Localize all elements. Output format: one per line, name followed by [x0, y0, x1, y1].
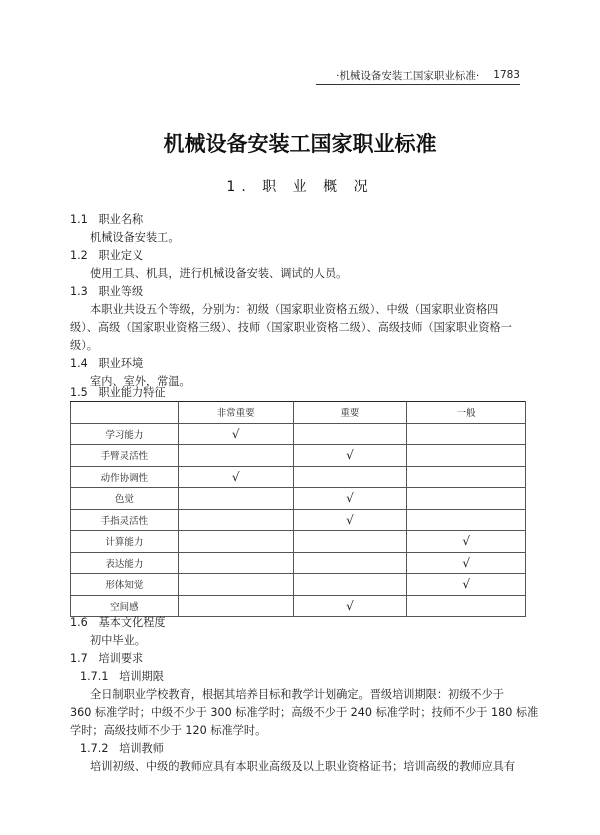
check-mark: √ [178, 423, 293, 445]
subitem-title: 培训教师 [119, 742, 164, 755]
subitem-body: 全日制职业学校教育，根据其培养目标和教学计划确定。晋级培训期限：初级不少于 [90, 688, 504, 701]
subitem-body: 培训初级、中级的教师应具有本职业高级及以上职业资格证书；培训高级的教师应具有 [90, 760, 516, 773]
item-title: 职业等级 [98, 285, 144, 298]
subitem-number: 1.7.1 [80, 670, 109, 683]
table-row [71, 509, 526, 531]
ability-label: 形体知觉 [71, 574, 179, 596]
item-number: 1.6 [70, 616, 88, 629]
item-body: 初中毕业。 [90, 634, 146, 647]
table-row [71, 552, 526, 574]
ability-label: 动作协调性 [71, 466, 179, 488]
item-title: 基本文化程度 [98, 616, 166, 629]
item-body: 机械设备安装工。 [90, 231, 180, 244]
check-mark [178, 595, 293, 617]
item-title: 职业能力特征 [98, 386, 166, 399]
check-mark [293, 423, 407, 445]
check-mark: √ [407, 552, 526, 574]
item-heading [70, 614, 166, 630]
item-title: 职业环境 [98, 357, 144, 370]
page-number: 1783 [493, 69, 520, 81]
item-heading [70, 283, 143, 299]
item-heading [70, 247, 143, 263]
ability-label: 空间感 [71, 595, 179, 617]
item-number: 1.3 [70, 285, 88, 298]
check-mark [178, 488, 293, 510]
section-heading: 1. 职 业 概 况 [226, 179, 374, 195]
subitem-body: 360 标准学时；中级不少于 300 标准学时；高级不少于 240 标准学时；技师不少于 180 标准 [70, 706, 539, 719]
item-title: 职业定义 [98, 249, 144, 262]
subitem-heading [80, 740, 164, 756]
check-mark [407, 488, 526, 510]
check-mark [407, 423, 526, 445]
check-mark [178, 574, 293, 596]
table-header-cell [71, 402, 179, 424]
check-mark: √ [407, 574, 526, 596]
table-row [71, 488, 526, 510]
running-title: ·机械设备安装工国家职业标准· [336, 69, 480, 82]
subitem-body: 学时；高级技师不少于 120 标准学时。 [70, 724, 267, 737]
table-row [71, 574, 526, 596]
ability-label: 手臂灵活性 [71, 445, 179, 467]
item-number: 1.5 [70, 386, 88, 399]
check-mark: √ [293, 509, 407, 531]
item-heading [70, 355, 143, 371]
check-mark [407, 445, 526, 467]
item-body: 级）、高级（国家职业资格三级）、技师（国家职业资格二级）、高级技师（国家职业资格一 [70, 321, 512, 334]
check-mark: √ [407, 531, 526, 553]
table-header-cell: 非常重要 [178, 402, 293, 424]
table-header-cell: 一般 [407, 402, 526, 424]
table-row [71, 423, 526, 445]
check-mark: √ [293, 595, 407, 617]
ability-label: 计算能力 [71, 531, 179, 553]
table-row [71, 531, 526, 553]
check-mark: √ [293, 445, 407, 467]
check-mark [178, 531, 293, 553]
item-body: 室内、室外，常温。 [90, 375, 191, 388]
ability-label: 表达能力 [71, 552, 179, 574]
item-title: 职业名称 [98, 213, 144, 226]
item-heading [70, 384, 166, 400]
ability-label: 手指灵活性 [71, 509, 179, 531]
check-mark [407, 595, 526, 617]
check-mark [178, 509, 293, 531]
item-body: 本职业共设五个等级，分别为：初级（国家职业资格五级）、中级（国家职业资格四 [90, 303, 499, 316]
check-mark [293, 552, 407, 574]
running-header [316, 66, 520, 85]
item-number: 1.7 [70, 652, 88, 665]
check-mark [293, 531, 407, 553]
item-title: 培训要求 [98, 652, 144, 665]
item-heading [70, 211, 143, 227]
check-mark [178, 445, 293, 467]
ability-label: 学习能力 [71, 423, 179, 445]
document-title: 机械设备安装工国家职业标准 [163, 131, 437, 156]
subitem-title: 培训期限 [119, 670, 164, 683]
ability-label: 色觉 [71, 488, 179, 510]
check-mark [293, 466, 407, 488]
item-body: 使用工具、机具，进行机械设备安装、调试的人员。 [90, 267, 348, 280]
item-number: 1.1 [70, 213, 88, 226]
check-mark: √ [293, 488, 407, 510]
check-mark [407, 466, 526, 488]
table-header-row [71, 402, 526, 424]
subitem-number: 1.7.2 [80, 742, 109, 755]
table-row [71, 466, 526, 488]
table-row [71, 445, 526, 467]
check-mark [178, 552, 293, 574]
check-mark [293, 574, 407, 596]
item-heading [70, 650, 143, 666]
check-mark: √ [178, 466, 293, 488]
item-body: 级）。 [70, 339, 98, 352]
ability-table [70, 401, 526, 617]
item-number: 1.4 [70, 357, 88, 370]
table-header-cell: 重要 [293, 402, 407, 424]
check-mark [407, 509, 526, 531]
item-number: 1.2 [70, 249, 88, 262]
subitem-heading [80, 668, 164, 684]
